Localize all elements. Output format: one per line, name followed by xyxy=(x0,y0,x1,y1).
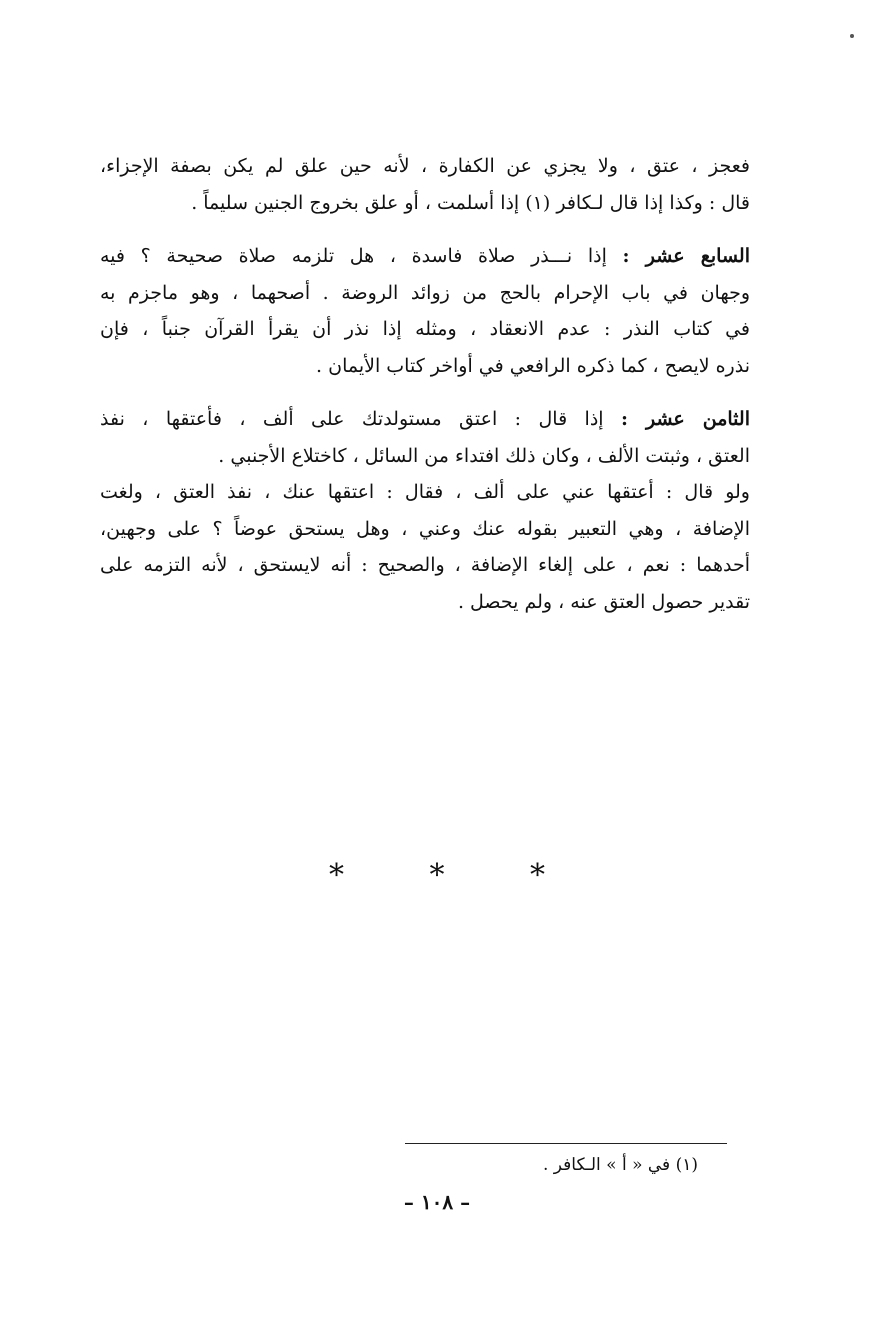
footnote: (١) في « أ » الـكافر . xyxy=(542,1155,698,1175)
paragraph-3 xyxy=(100,401,750,620)
footnote-divider xyxy=(405,1143,727,1144)
section-separator-stars: * * * xyxy=(328,858,584,893)
text-line: ولو قال : أعتقها عني على ألف ، فقال : اعتقها عنك ، نفذ العتق ، ولغت xyxy=(100,481,750,503)
text-line: نذره لايصح ، كما ذكره الرافعي في أواخر كتاب الأيمان . xyxy=(316,354,750,377)
text-line: الإضافة ، وهي التعبير بقوله عنك وعني ، وهل يستحق عوضاً ؟ على وجهين، xyxy=(100,517,750,540)
section-heading: الثامن عشر : xyxy=(621,408,750,430)
paragraph-1 xyxy=(100,148,750,221)
text-line xyxy=(100,238,750,275)
scan-speck xyxy=(850,34,854,38)
text-line-rest: إذا نـــذر صلاة فاسدة ، هل تلزمه صلاة صحيحة ؟ فيه xyxy=(100,245,607,267)
text-line-rest: إذا قال : اعتق مستولدتك على ألف ، فأعتقها ، نفذ xyxy=(100,408,604,430)
body-text xyxy=(100,148,750,620)
text-line: تقدير حصول العتق عنه ، ولم يحصل . xyxy=(457,590,750,613)
text-line: وجهان في باب الإحرام بالحج من زوائد الروضة . أصحهما ، وهو ماجزم به xyxy=(100,281,750,304)
paragraph-2 xyxy=(100,238,750,384)
text-line: العتق ، وثبتت الألف ، وكان ذلك افتداء من السائل ، كاختلاع الأجنبي . xyxy=(218,444,750,467)
text-line: أحدهما : نعم ، على إلغاء الإضافة ، والصحيح : أنه لايستحق ، لأنه التزمه على xyxy=(100,554,750,576)
text-line: فعجز ، عتق ، ولا يجزي عن الكفارة ، لأنه حين علق لم يكن بصفة الإجزاء، xyxy=(100,155,750,177)
text-line: قال : وكذا إذا قال لـكافر (١) إذا أسلمت ، أو علق بخروج الجنين سليماً . xyxy=(191,191,750,214)
text-line xyxy=(100,401,750,438)
text-line: في كتاب النذر : عدم الانعقاد ، ومثله إذا نذر أن يقرأ القرآن جنباً ، فإن xyxy=(100,318,750,340)
section-heading: السابع عشر : xyxy=(622,245,750,267)
page-number: – ١٠٨ – xyxy=(403,1190,471,1214)
